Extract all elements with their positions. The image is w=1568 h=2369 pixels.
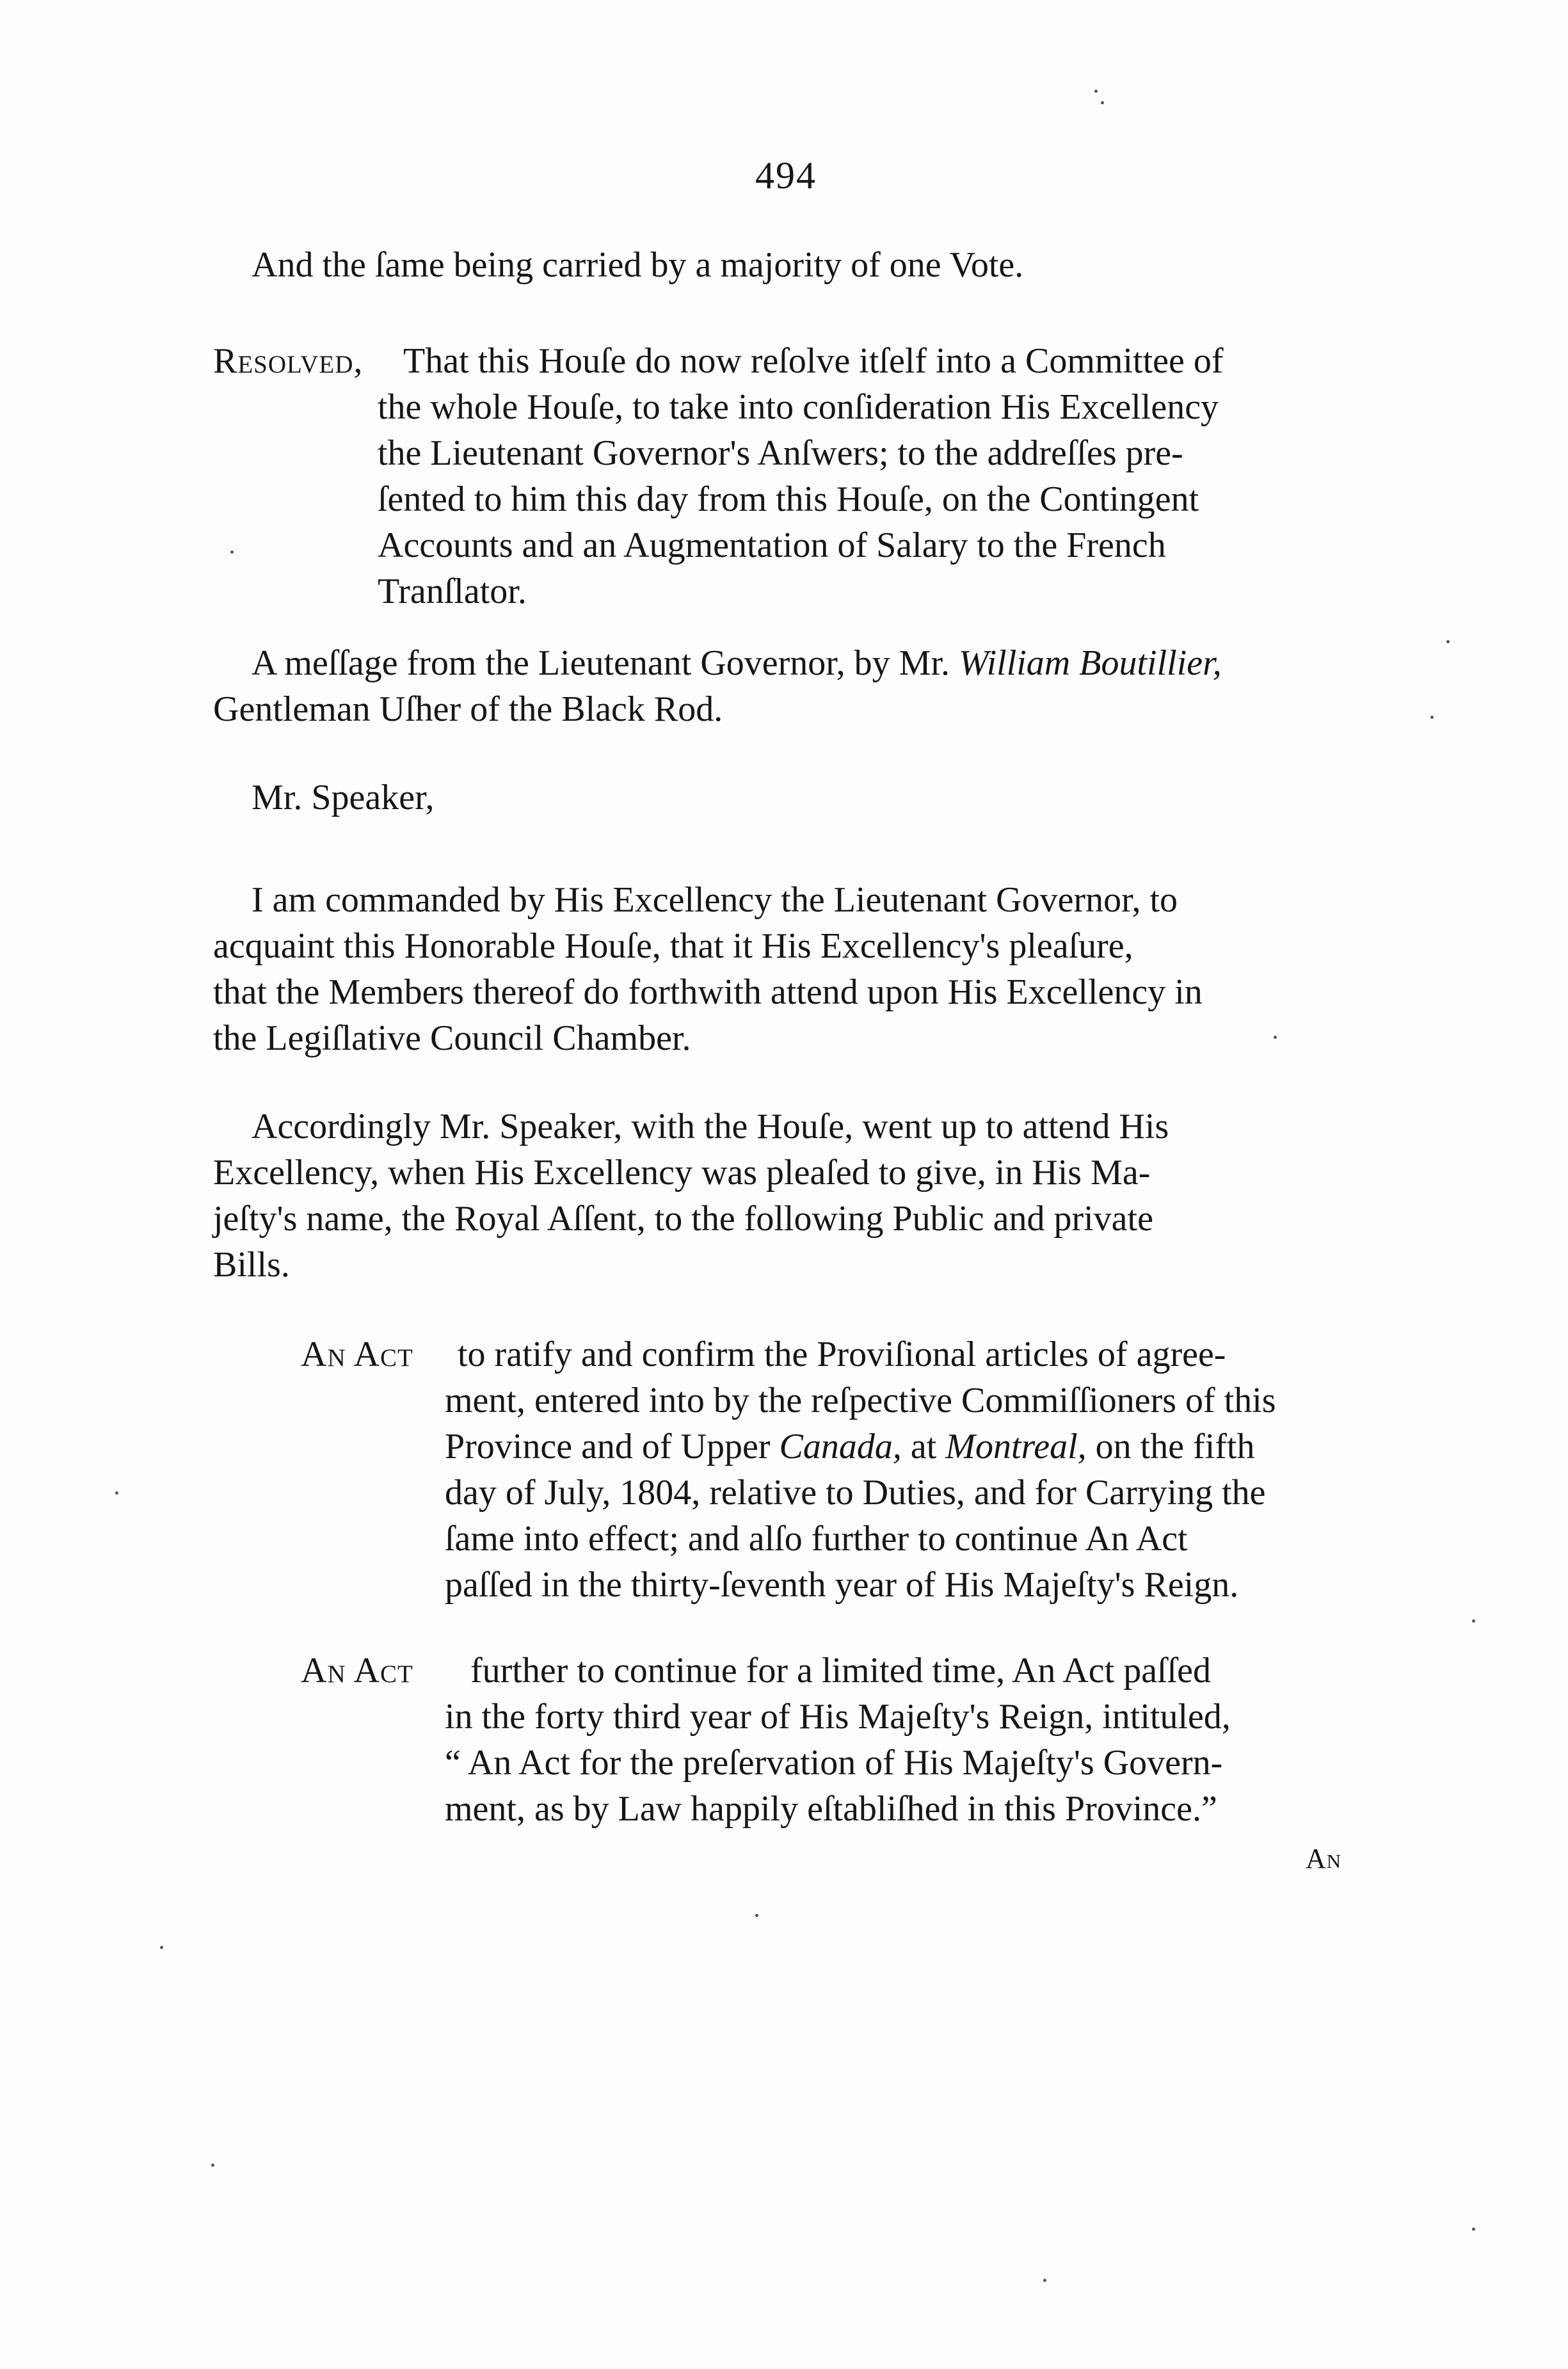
page-number: 494 (755, 154, 817, 197)
usher-name: William Boutillier, (959, 643, 1222, 683)
speckle (1472, 1619, 1475, 1623)
act1-line-4: day of July, 1804, relative to Duties, and for Carrying the (445, 1473, 1266, 1513)
speckle (1472, 2228, 1475, 2231)
act2-line-4: ment, as by Law happily eſtabliſhed in this Province.” (445, 1789, 1217, 1829)
resolved-lead: Resolved, (213, 341, 364, 381)
act2-line-3: “ An Act for the preſervation of His Majeſty's Govern- (445, 1743, 1223, 1783)
act1-line-1: to ratify and confirm the Proviſional articles of agree- (458, 1335, 1226, 1374)
command-line-1: I am commanded by His Excellency the Lieutenant Governor, to (252, 880, 1178, 920)
speckle (1446, 640, 1450, 643)
message-line-2: Gentleman Uſher of the Black Rod. (213, 689, 723, 729)
message-text: A meſſage from the Lieutenant Governor, by Mr. (252, 643, 950, 683)
resolved-line-6: Tranſlator. (378, 572, 527, 611)
catchword: An (1306, 1843, 1342, 1874)
act1-line-3-post: on the fifth (1095, 1427, 1255, 1466)
accordingly-line-4: Bills. (213, 1245, 290, 1285)
accordingly-line-1: Accordingly Mr. Speaker, with the Houſe, went up to attend His (252, 1107, 1169, 1146)
act1-line-3-mid: at (910, 1427, 937, 1466)
resolved-line-4: ſented to him this day from this Houſe, on the Contingent (378, 479, 1199, 519)
speckle (755, 1914, 758, 1917)
speckle (115, 1491, 118, 1495)
vote-paragraph: And the ſame being carried by a majority of one Vote. (252, 245, 1024, 285)
command-line-3: that the Members thereof do forthwith attend upon His Excellency in (213, 972, 1203, 1012)
act1-line-6: paſſed in the thirty-ſeventh year of His Majeſty's Reign. (445, 1565, 1239, 1605)
act1-line-3 (445, 1424, 1254, 1470)
act2-lead: An Act (301, 1651, 413, 1690)
act1-line-5: ſame into effect; and alſo further to continue An Act (445, 1519, 1188, 1559)
accordingly-line-2: Excellency, when His Excellency was pleaſed to give, in His Ma- (213, 1153, 1151, 1193)
act1-line-2: ment, entered into by the reſpective Commiſſioners of this (445, 1381, 1276, 1420)
speckle (230, 550, 234, 554)
speckle (1094, 90, 1098, 93)
speckle (160, 1946, 163, 1949)
speckle (1430, 716, 1434, 719)
message-line-1 (252, 640, 1222, 686)
speckle (211, 2164, 214, 2167)
place-canada: Canada, (779, 1427, 902, 1466)
speckle (1043, 2279, 1046, 2282)
salutation: Mr. Speaker, (252, 778, 435, 817)
command-line-4: the Legiſlative Council Chamber. (213, 1018, 691, 1058)
resolved-line-5: Accounts and an Augmentation of Salary to the French (378, 526, 1166, 565)
resolved-line-3: the Lieutenant Governor's Anſwers; to the addreſſes pre- (378, 433, 1183, 473)
act1-line-3-pre: Province and of Upper (445, 1427, 771, 1466)
act2-line-1: further to continue for a limited time, An Act paſſed (470, 1651, 1212, 1690)
place-montreal: Montreal, (945, 1427, 1087, 1466)
act1-lead: An Act (301, 1335, 413, 1374)
resolved-line-2: the whole Houſe, to take into conſideration His Excellency (378, 387, 1219, 427)
speckle (1274, 1036, 1277, 1039)
speckle (1101, 101, 1104, 104)
accordingly-line-3: jeſty's name, the Royal Aſſent, to the following Public and private (213, 1199, 1153, 1239)
act2-line-2: in the forty third year of His Majeſty's Reign, intituled, (445, 1697, 1231, 1737)
resolved-line-1: That this Houſe do now reſolve itſelf into a Committee of (403, 341, 1224, 381)
command-line-2: acquaint this Honorable Houſe, that it His Excellency's pleaſure, (213, 926, 1133, 966)
